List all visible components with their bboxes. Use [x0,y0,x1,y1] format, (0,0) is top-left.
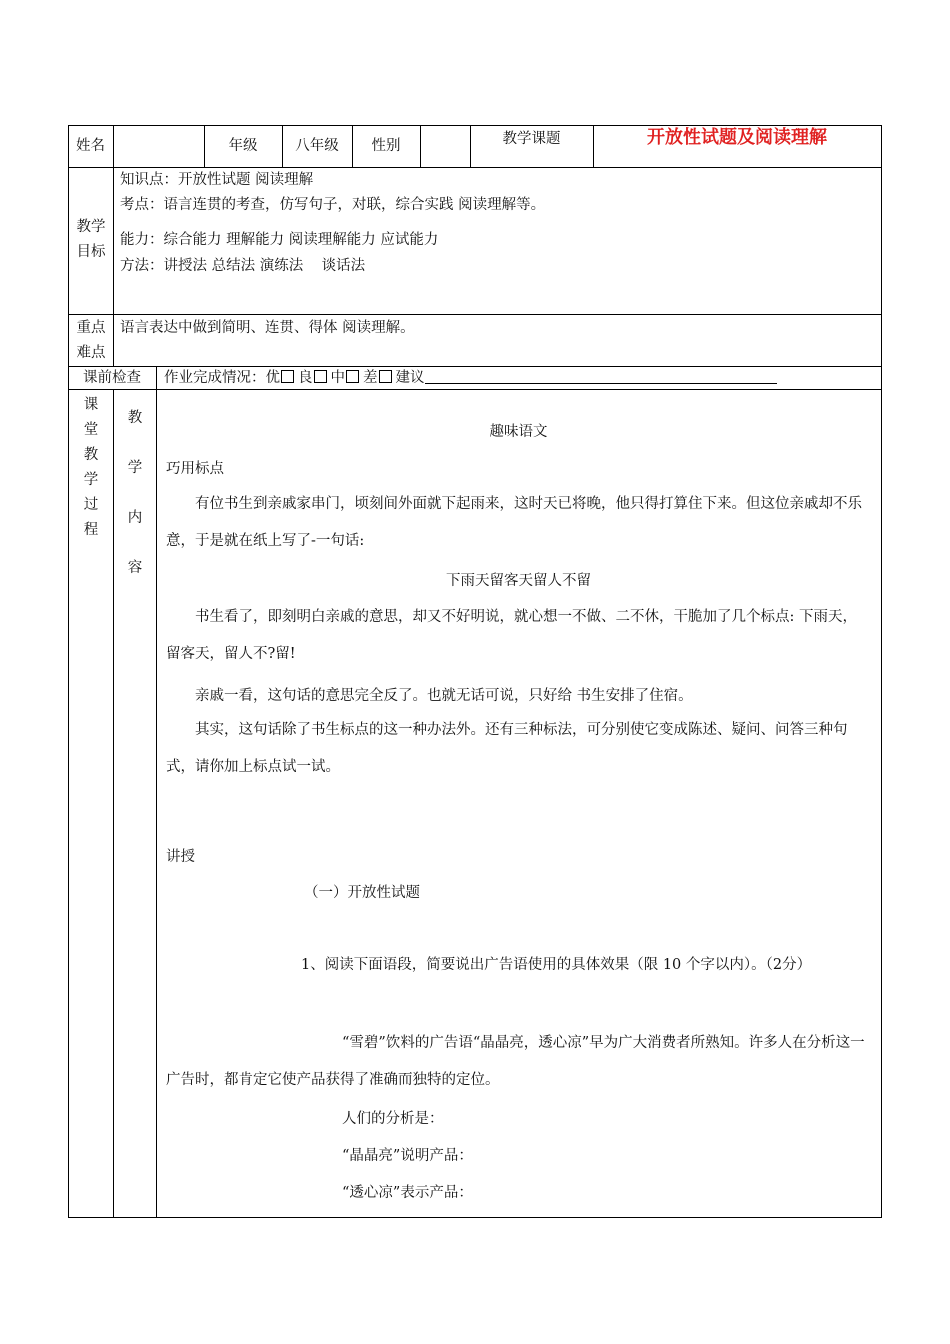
process-label-text: 课堂教学过程 [83,397,99,538]
objectives-label [69,215,113,265]
name-label: 姓名 [76,138,105,154]
key-points-label [69,316,113,366]
objective-line-2: 考点：语言连贯的考查，仿写句子，对联，综合实践 阅读理解等。 [120,197,546,213]
analysis-line-1: “晶晶亮”说明产品： [342,1148,473,1164]
analysis-line-2: “透心凉”表示产品： [342,1185,473,1201]
option-medium: 中 [330,370,345,386]
checkbox-poor[interactable] [379,370,392,383]
story-paragraph-3: 亲戚一看，这句话的意思完全反了。也就无话可说，只好给 书生安排了住宿。 [195,688,693,704]
story-paragraph-2: 书生看了，即刻明白亲戚的意思，却又不好明说，就心想一不做、二不休，干脆加了几个标点: 下雨天，留客天，留人不?留! [166,609,857,662]
objective-line-4: 方法：讲授法 总结法 演练法 谈话法 [120,258,366,274]
suggest-blank[interactable] [425,369,777,384]
topic-label: 教学课题 [502,131,561,147]
content-label-text: 教学内容 [127,410,143,576]
checkbox-good[interactable] [314,370,327,383]
checkbox-excellent[interactable] [281,370,294,383]
content-label [113,393,157,593]
objective-line-1: 知识点：开放性试题 阅读理解 [120,172,314,188]
checkbox-medium[interactable] [346,370,359,383]
option-excellent: 优 [265,370,280,386]
grade-value: 八年级 [295,138,339,154]
story-paragraph-4: 其实，这句话除了书生标点的这一种办法外。还有三种标法，可分别使它变成陈述、疑问、问答三种句式，请你加上标点试一试。 [166,722,848,775]
process-label [69,393,113,543]
option-poor: 差 [363,370,378,386]
lesson-plan-table [68,125,882,1218]
homework-status-label: 作业完成情况： [164,370,266,386]
content-subtitle: 巧用标点 [166,461,224,477]
grade-label: 年级 [228,138,258,154]
objectives-label-text: 教学目标 [76,219,106,260]
gender-label: 性别 [371,138,401,154]
precheck-label: 课前检查 [83,370,141,386]
option-good: 良 [298,370,313,386]
objective-line-3: 能力：综合能力 理解能力 阅读理解能力 应试能力 [120,232,439,248]
topic-title: 开放性试题及阅读理解 [647,127,827,148]
suggest-label: 建议 [395,370,425,386]
precheck-row [164,368,777,388]
question-1: 1、阅读下面语段，简要说出广告语使用的具体效果（限 10 个字以内）。（2分） [301,957,812,973]
section-heading: （一）开放性试题 [304,885,420,901]
analysis-intro: 人们的分析是： [342,1111,444,1127]
key-points-text: 语言表达中做到简明、连贯、得体 阅读理解。 [120,320,415,336]
content-title: 趣味语文 [489,424,548,440]
question-1-text: “雪碧”饮料的广告语“晶晶亮，透心凉”早为广大消费者所熟知。许多人在分析这一广告时，都肯定它使产品获得了准确而独特的定位。 [166,1035,865,1088]
story-paragraph-1: 有位书生到亲戚家串门，顷刻间外面就下起雨来，这时天已将晚，他只得打算住下来。但这位亲戚却不乐意，于是就在纸上写了-一句话: [166,496,862,549]
story-sentence: 下雨天留客天留人不留 [446,573,591,589]
key-points-label-text: 重点难点 [76,320,106,361]
lecture-label: 讲授 [166,849,195,865]
